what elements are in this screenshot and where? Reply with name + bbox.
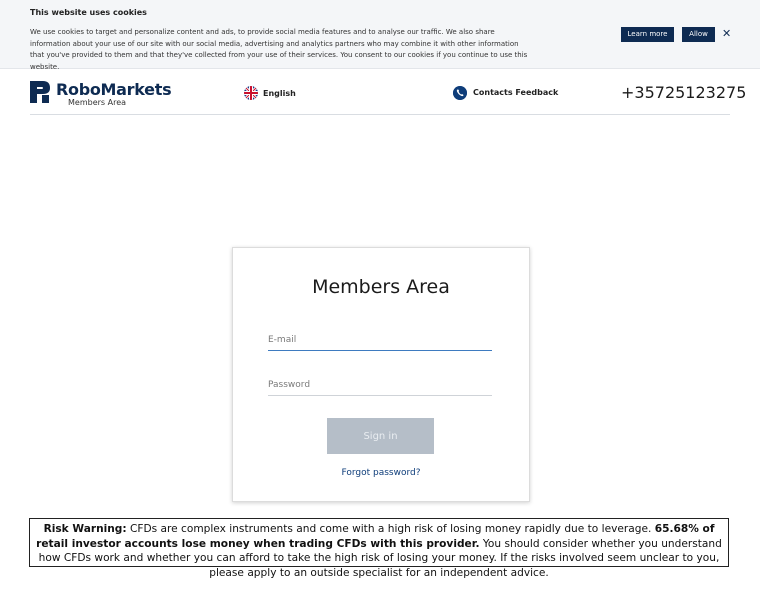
- risk-warning-text-1: CFDs are complex instruments and come with a high risk of losing money rapidly due to leverage.: [126, 523, 655, 535]
- cookie-text: We use cookies to target and personalize content and ads, to provide social media features and to analyse our traffic. We also share information about your use of our site with our social media, advertising and analytics partners who may combine it with other information that you've provided to them and that they've collected from your use of their services. You consent to our cookies if you continue to use this website.: [30, 28, 528, 71]
- uk-flag-icon[interactable]: [244, 86, 258, 100]
- close-icon[interactable]: ✕: [722, 27, 732, 40]
- learn-more-button[interactable]: Learn more: [621, 27, 674, 42]
- cookie-title: This website uses cookies: [30, 8, 147, 17]
- header-divider: [30, 114, 730, 115]
- phone-number[interactable]: +35725123275: [621, 83, 747, 102]
- cookie-banner: [0, 0, 760, 69]
- risk-warning-label: Risk Warning:: [43, 523, 127, 535]
- forgot-password-link[interactable]: Forgot password?: [341, 468, 421, 478]
- allow-cookies-button[interactable]: Allow: [682, 27, 715, 42]
- brand-subtitle: Members Area: [68, 98, 127, 107]
- login-title: Members Area: [312, 276, 450, 298]
- email-field[interactable]: [268, 330, 492, 351]
- site-header: [0, 69, 760, 115]
- risk-warning-percentage: 65.68% of retail investor accounts lose money when trading CFDs with this provider.: [36, 523, 715, 550]
- login-card: [232, 247, 530, 502]
- brand-name[interactable]: RoboMarkets: [56, 80, 172, 99]
- robomarkets-logo-icon[interactable]: [30, 81, 50, 103]
- sign-in-button[interactable]: Sign in: [327, 418, 434, 454]
- password-field[interactable]: [268, 375, 492, 396]
- contacts-feedback-link[interactable]: Contacts Feedback: [473, 88, 559, 97]
- risk-warning-text-2: You should consider whether you understand how CFDs work and whether you can afford to take the high risk of losing your money. If the risks involved seem unclear to you, please apply to an outside specialist for an independent advice.: [38, 537, 722, 579]
- language-selector[interactable]: English: [263, 89, 296, 98]
- phone-icon[interactable]: [453, 86, 467, 100]
- risk-warning: [29, 518, 729, 579]
